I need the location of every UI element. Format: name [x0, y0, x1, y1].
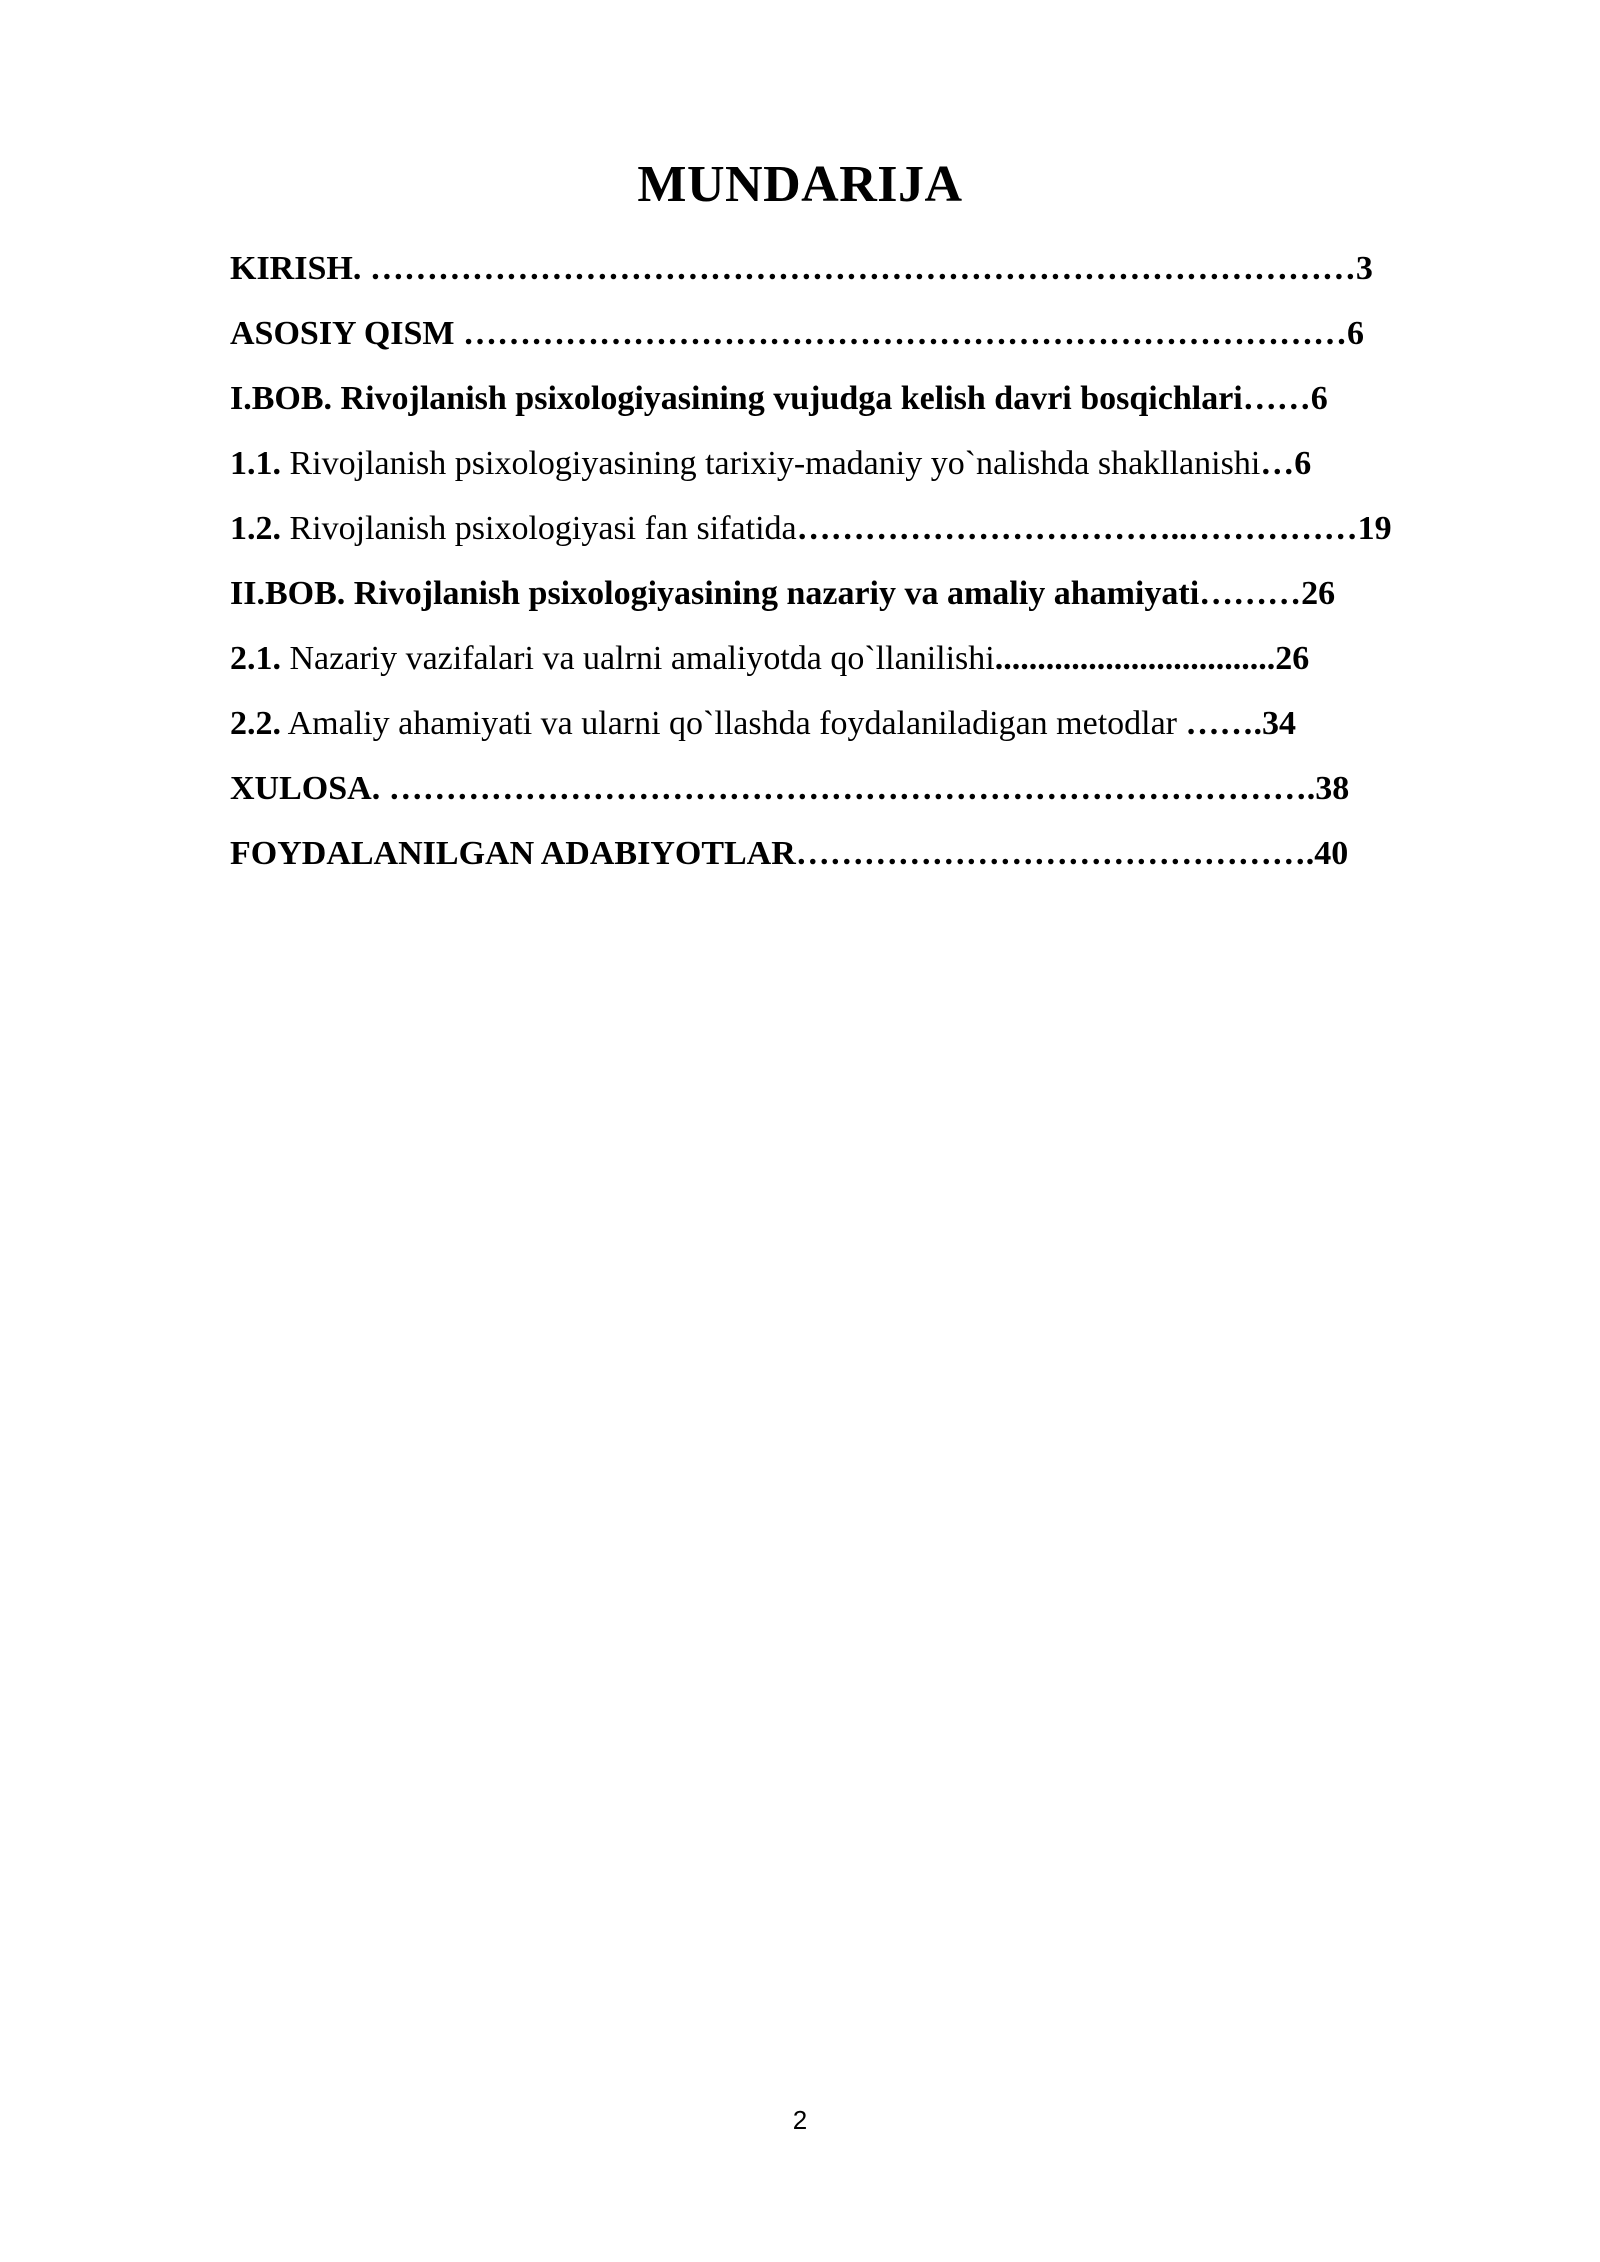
toc-entry-leader: ………………………………………. [795, 835, 1315, 872]
toc-entry-leader: ……. [1177, 705, 1263, 742]
toc-entry-xulosa[interactable] [230, 764, 1349, 814]
toc-entry-page: 6 [1294, 445, 1312, 482]
toc-entry-section-1-2[interactable] [230, 504, 1392, 554]
toc-entry-text: FOYDALANILGAN ADABIYOTLAR [230, 835, 796, 872]
toc-entry-page: 34 [1262, 705, 1297, 742]
toc-entry-leader: …………………………………………………………………… [454, 315, 1348, 352]
toc-entry-number: 2.2. [230, 705, 281, 742]
toc-entry-page: 26 [1275, 640, 1310, 677]
toc-entry-leader: …………………………………………………………………………… [361, 250, 1356, 287]
toc-entry-text: ASOSIY QISM [230, 315, 455, 352]
page-title: MUNDARIJA [637, 156, 963, 213]
toc-entry-leader: ................................. [994, 640, 1276, 677]
toc-entry-references[interactable] [230, 829, 1348, 879]
toc-entry-number: 1.1. [230, 445, 281, 482]
toc-entry-leader: ………………………………………………………………………. [380, 770, 1316, 807]
toc-entry-page: 3 [1355, 250, 1373, 287]
toc-entry-section-1-1[interactable] [230, 439, 1311, 489]
toc-entry-section-2-1[interactable] [230, 634, 1309, 684]
toc-entry-text: Rivojlanish psixologiyasining tarixiy-madaniy yo`nalishda shakllanishi [281, 445, 1261, 482]
toc-entry-leader: … [1260, 445, 1295, 482]
page-number: 2 [792, 2105, 808, 2135]
toc-entry-page: 26 [1301, 575, 1336, 612]
toc-entry-number: 1.2. [230, 510, 281, 547]
toc-entry-page: 38 [1315, 770, 1350, 807]
toc-entry-text: Rivojlanish psixologiyasi fan sifatida [281, 510, 797, 547]
toc-entry-leader: ……………………………..…………… [796, 510, 1358, 547]
toc-entry-text: I.BOB. Rivojlanish psixologiyasining vujudga kelish davri bosqichlari [230, 380, 1243, 417]
toc-entry-page: 40 [1314, 835, 1349, 872]
toc-entry-text: II.BOB. Rivojlanish psixologiyasining nazariy va amaliy ahamiyati [230, 575, 1200, 612]
toc-entry-page: 19 [1357, 510, 1392, 547]
toc-entry-page: 6 [1347, 315, 1365, 352]
toc-entry-text: XULOSA. [230, 770, 381, 807]
toc-entry-asosiy-qism[interactable] [230, 309, 1364, 359]
toc-entry-leader: ……… [1199, 575, 1302, 612]
toc-entry-chapter-1[interactable] [230, 374, 1328, 424]
toc-entry-number: 2.1. [230, 640, 281, 677]
toc-entry-text: Amaliy ahamiyati va ularni qo`llashda foydalaniladigan metodlar [281, 705, 1178, 742]
toc-entry-leader: …… [1242, 380, 1311, 417]
toc-entry-chapter-2[interactable] [230, 569, 1335, 619]
toc-entry-section-2-2[interactable] [230, 699, 1296, 749]
toc-entry-page: 6 [1310, 380, 1328, 417]
toc-entry-kirish[interactable] [230, 244, 1373, 294]
toc-entry-text: KIRISH. [230, 250, 362, 287]
toc-entry-text: Nazariy vazifalari va ualrni amaliyotda qo`llanilishi [281, 640, 995, 677]
